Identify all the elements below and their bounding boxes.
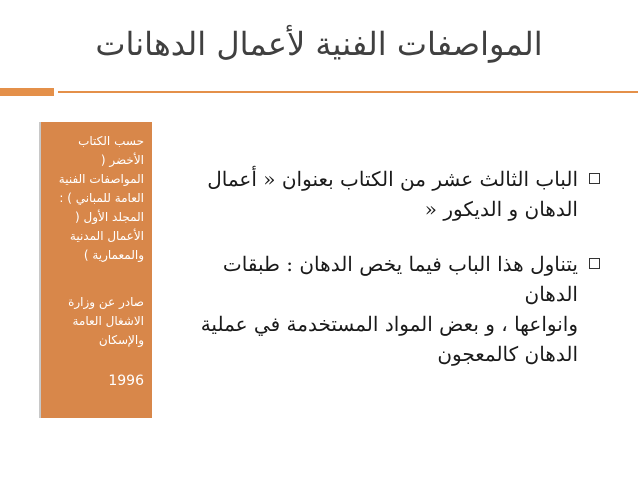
issuer-line: الاشغال العامة	[72, 314, 144, 328]
publication-year: 1996	[108, 373, 144, 389]
square-bullet-icon	[589, 258, 600, 269]
sidebar-line: المواصفات الفنية	[58, 172, 144, 186]
sidebar-line: الأعمال المدنية	[69, 229, 144, 243]
sidebar-line: حسب الكتاب	[78, 134, 144, 148]
square-bullet-icon	[589, 173, 600, 184]
title-rule-accent	[0, 88, 54, 96]
bullet-list	[170, 164, 600, 369]
sidebar-line: والمعمارية )	[83, 248, 144, 262]
bullet-line: وانواعها ، و بعض المواد المستخدمة في عملية	[200, 312, 578, 336]
bullet-line: الباب الثالث عشر من الكتاب بعنوان « أعمال	[207, 167, 578, 191]
issuer-line: والإسكان	[98, 333, 144, 347]
reference-sidebar	[39, 122, 152, 418]
bullet-line: الدهان و الديكور «	[424, 197, 578, 221]
bullet-line: يتناول هذا الباب فيما يخص الدهان : طبقات الدهان	[222, 252, 578, 306]
slide-title: المواصفات الفنية لأعمال الدهانات	[95, 25, 543, 63]
issuer-line: صادر عن وزارة	[68, 295, 144, 309]
bullet-line: الدهان كالمعجون	[437, 342, 578, 366]
sidebar-gap	[47, 265, 144, 293]
sidebar-line: الأخضر (	[100, 153, 144, 167]
sidebar-line: العامة للمباني ) :	[59, 191, 144, 205]
bullet-item	[170, 249, 600, 369]
sidebar-line: المجلد الأول (	[75, 210, 144, 224]
title-rule	[58, 91, 638, 93]
bullet-item	[170, 164, 600, 224]
